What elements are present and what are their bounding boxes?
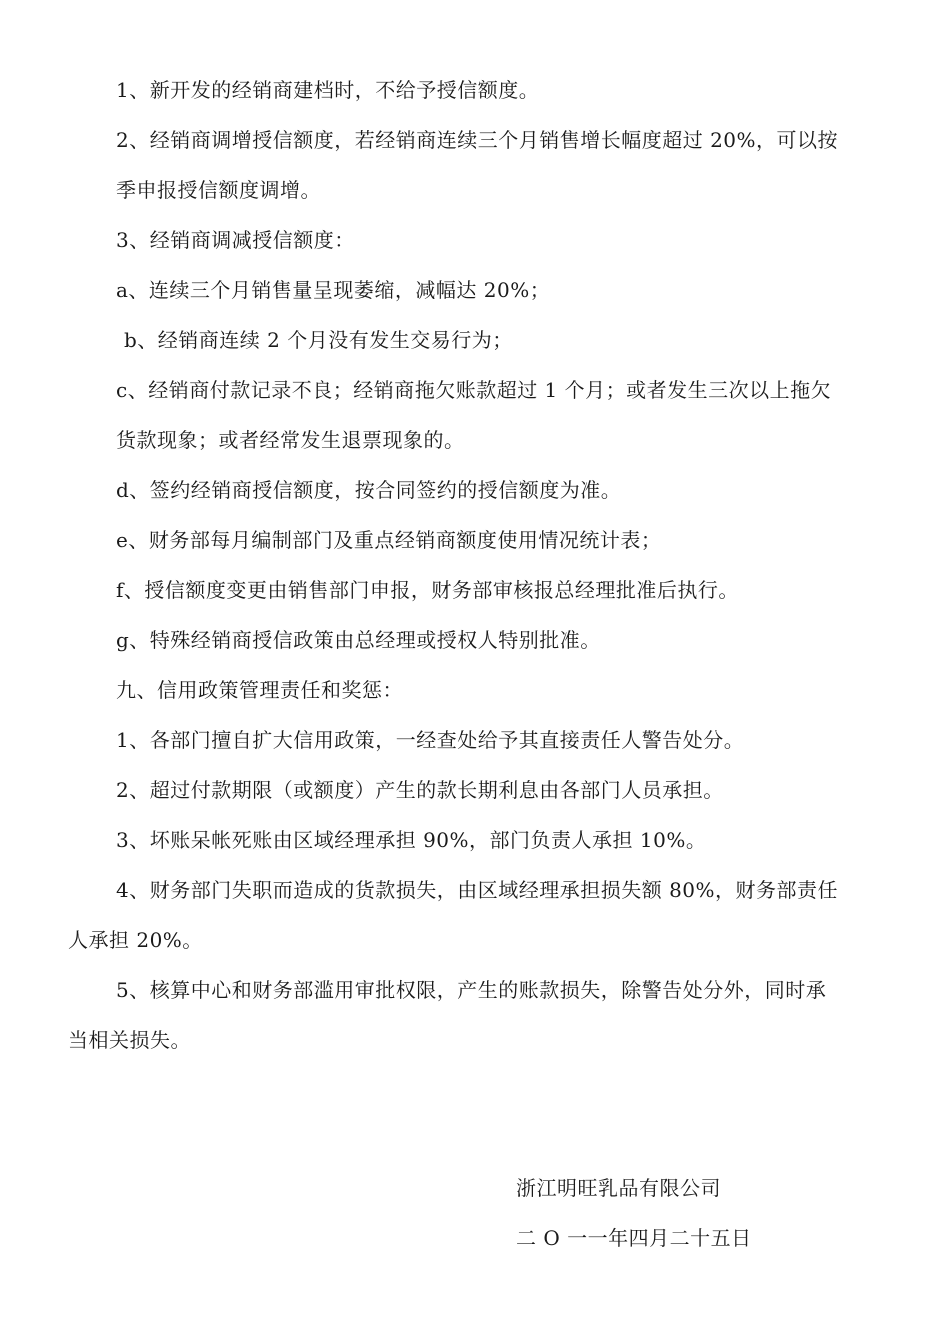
rule-1: 1、各部门擅自扩大信用政策，一经查处给予其直接责任人警告处分。	[116, 728, 745, 752]
item-g: g、特殊经销商授信政策由总经理或授权人特别批准。	[116, 628, 601, 652]
signature-date: 二 O 一一年四月二十五日	[516, 1226, 752, 1250]
rule-4-line-1: 4、财务部门失职而造成的货款损失，由区域经理承担损失额 80%，财务部责任	[116, 878, 839, 902]
item-b: b、经销商连续 2 个月没有发生交易行为；	[124, 328, 513, 352]
item-f: f、授信额度变更由销售部门申报，财务部审核报总经理批准后执行。	[116, 578, 739, 602]
paragraph-3: 3、经销商调减授信额度：	[116, 228, 355, 252]
item-a: a、连续三个月销售量呈现萎缩，减幅达 20%；	[116, 278, 551, 302]
rule-2: 2、超过付款期限（或额度）产生的款长期利息由各部门人员承担。	[116, 778, 724, 802]
item-c-line-2: 货款现象；或者经常发生退票现象的。	[116, 428, 465, 452]
rule-5-line-1: 5、核算中心和财务部滥用审批权限，产生的账款损失，除警告处分外，同时承	[116, 978, 827, 1002]
paragraph-2-line-2: 季申报授信额度调增。	[116, 178, 321, 202]
section-9-heading: 九、信用政策管理责任和奖惩：	[116, 678, 403, 702]
rule-3: 3、坏账呆帐死账由区域经理承担 90%，部门负责人承担 10%。	[116, 828, 707, 852]
item-d: d、签约经销商授信额度，按合同签约的授信额度为准。	[116, 478, 622, 502]
rule-5-line-2: 当相关损失。	[68, 1028, 191, 1052]
item-e: e、财务部每月编制部门及重点经销商额度使用情况统计表；	[116, 528, 662, 552]
signature-company: 浙江明旺乳品有限公司	[516, 1176, 721, 1200]
item-c-line-1: c、经销商付款记录不良；经销商拖欠账款超过 1 个月；或者发生三次以上拖欠	[116, 378, 832, 402]
paragraph-1: 1、新开发的经销商建档时，不给予授信额度。	[116, 78, 540, 102]
paragraph-2-line-1: 2、经销商调增授信额度，若经销商连续三个月销售增长幅度超过 20%，可以按	[116, 128, 839, 152]
rule-4-line-2: 人承担 20%。	[68, 928, 203, 952]
